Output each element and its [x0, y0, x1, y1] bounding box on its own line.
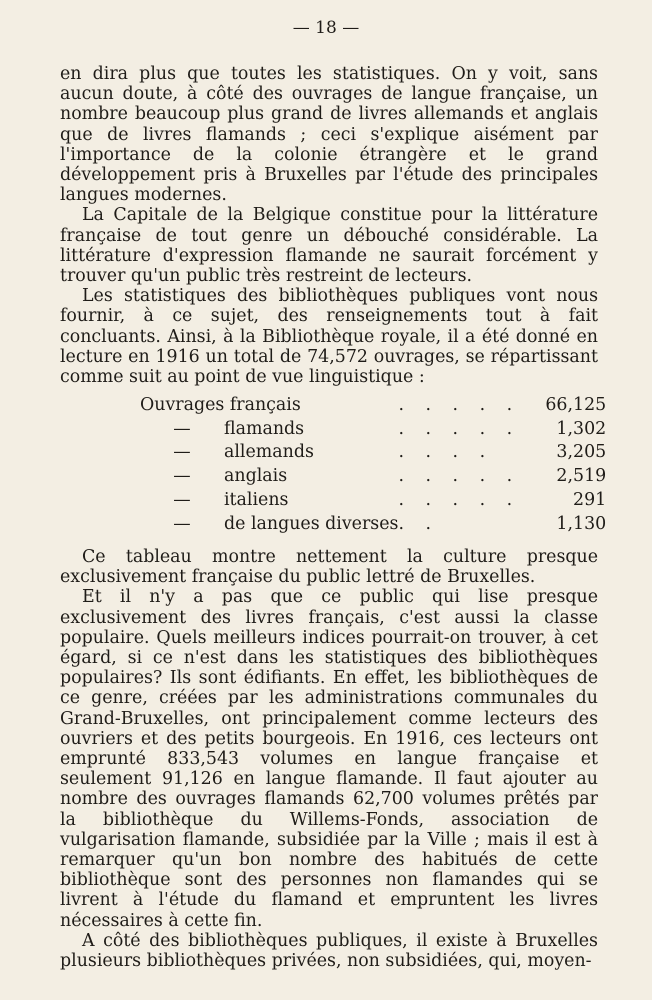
text-block-top — [60, 64, 598, 387]
ditto-dash: — — [173, 466, 191, 487]
table-row — [140, 441, 606, 465]
text-block-bottom — [60, 547, 598, 971]
row-label: flamands — [224, 418, 305, 439]
leader-dots: . . . . . — [398, 394, 521, 415]
language-statistics-table — [140, 393, 606, 536]
paragraph: La Capitale de la Belgique constitue pour la littérature française de tout genre un débouché considérable. La littérature d'expression flamande ne saurait forcément y trouver qu'un public très restreint de lecteurs. — [60, 205, 598, 287]
row-label: italiens — [224, 490, 289, 511]
row-value: 291 — [573, 490, 607, 511]
row-label: Ouvrages français — [140, 394, 301, 415]
leader-dots: . . . . . — [398, 418, 521, 439]
row-label: anglais — [224, 466, 288, 487]
paragraph: Les statistiques des bibliothèques publiques vont nous fournir, à ce sujet, des renseignements tout à fait concluants. Ainsi, à la Bibliothèque royale, il a été donné en lecture en 1916 un total de 74,572 ouvrages, se répartissant comme suit au point de vue linguistique : — [60, 286, 598, 388]
row-value: 1,130 — [556, 513, 607, 534]
paragraph: Et il n'y a pas que ce public qui lise presque exclusivement des livres français, c'est aussi la classe populaire. Quels meilleurs indices pourrait-on trouver, à cet égard, si ce n'est dans les statistiques des bibliothèques populaires? Ils sont édifiants. En effet, les bibliothèques de ce genre, créées par les administrations communales du Grand-Bruxelles, ont principalement comme lecteurs des ouvriers et des petits bourgeois. En 1916, ces lecteurs ont emprunté 833,543 volumes en langue française et seulement 91,126 en langue flamande. Il faut ajouter au nombre des ouvrages flamands 62,700 volumes prêtés par la bibliothèque du Willems-Fonds, association de vulgarisation flamande, subsidiée par la Ville ; mais il est à remarquer qu'un bon nombre des habitués de cette bibliothèque sont des personnes non flamandes qui se livrent à l'étude du flamand et empruntent les livres nécessaires à cette fin. — [60, 587, 598, 931]
row-value: 66,125 — [545, 394, 607, 415]
ditto-dash: — — [173, 418, 191, 439]
paragraph: en dira plus que toutes les statistiques. On y voit, sans aucun doute, à côté des ouvrages de langue française, un nombre beaucoup plus grand de livres allemands et anglais que de livres flamands ; ceci s'explique aisément par l'importance de la colonie étrangère et le grand développement pris à Bruxelles par l'étude des principales langues modernes. — [60, 64, 598, 206]
row-value: 3,205 — [556, 442, 607, 463]
ditto-dash: — — [173, 442, 191, 463]
ditto-dash: — — [173, 490, 191, 511]
ditto-dash: — — [173, 513, 191, 534]
paragraph: Ce tableau montre nettement la culture presque exclusivement française du public lettré de Bruxelles. — [60, 547, 598, 588]
table-row — [140, 488, 606, 512]
row-label: allemands — [224, 442, 314, 463]
leader-dots: . . . . . — [398, 466, 521, 487]
table-row — [140, 512, 606, 536]
leader-dots: . . . . . — [398, 490, 521, 511]
row-value: 1,302 — [556, 418, 607, 439]
paragraph: A côté des bibliothèques publiques, il existe à Bruxelles plusieurs bibliothèques privées, non subsidiées, qui, moyen- — [60, 930, 598, 972]
leader-dots: . . . . — [398, 442, 494, 463]
table-row — [140, 393, 606, 417]
table-row — [140, 464, 606, 488]
row-value: 2,519 — [556, 466, 607, 487]
row-label: de langues diverses — [224, 513, 399, 534]
page-number: — 18 — — [292, 18, 360, 38]
table-row — [140, 417, 606, 441]
leader-dots: . . — [398, 513, 440, 534]
